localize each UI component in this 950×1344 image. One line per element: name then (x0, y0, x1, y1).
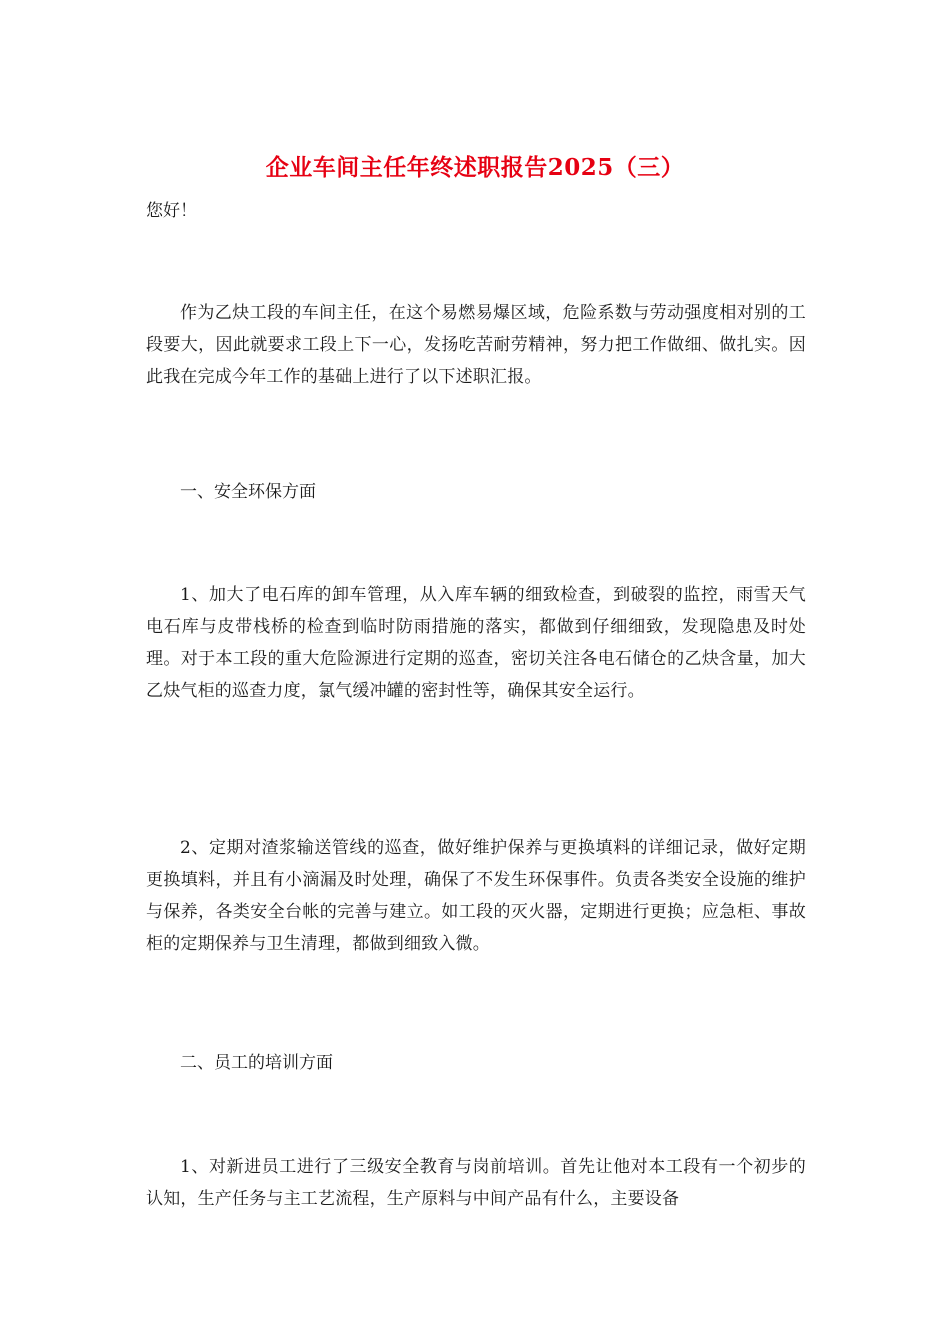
section-heading-safety: 一、安全环保方面 (180, 482, 316, 502)
greeting: 您好！ (146, 201, 197, 221)
section-paragraph: 1、加大了电石库的卸车管理，从入库车辆的细致检查，到破裂的监控，雨雪天气电石库与皮带栈桥的检查到临时防雨措施的落实，都做到仔细细致，发现隐患及时处理。对于本工段的重大危险源进行定期的巡查，密切关注各电石储仓的乙炔含量，加大乙炔气柜的巡查力度，氯气缓冲罐的密封性等，确保其安全运行。 (146, 585, 806, 701)
section-heading-training: 二、员工的培训方面 (180, 1053, 333, 1073)
section-paragraph: 1、对新进员工进行了三级安全教育与岗前培训。首先让他对本工段有一个初步的认知，生产任务与主工艺流程，生产原料与中间产品有什么，主要设备 (146, 1157, 806, 1209)
document-title: 企业车间主任年终述职报告2025（三） (265, 154, 685, 181)
intro-paragraph: 作为乙炔工段的车间主任，在这个易燃易爆区域，危险系数与劳动强度相对别的工段要大，因此就要求工段上下一心，发扬吃苦耐劳精神，努力把工作做细、做扎实。因此我在完成今年工作的基础上进行了以下述职汇报。 (146, 303, 806, 387)
section-paragraph: 2、定期对渣浆输送管线的巡查，做好维护保养与更换填料的详细记录，做好定期更换填料，并且有小滴漏及时处理，确保了不发生环保事件。负责各类安全设施的维护与保养，各类安全台帐的完善与建立。如工段的灭火器，定期进行更换；应急柜、事故柜的定期保养与卫生清理，都做到细致入微。 (146, 838, 806, 954)
